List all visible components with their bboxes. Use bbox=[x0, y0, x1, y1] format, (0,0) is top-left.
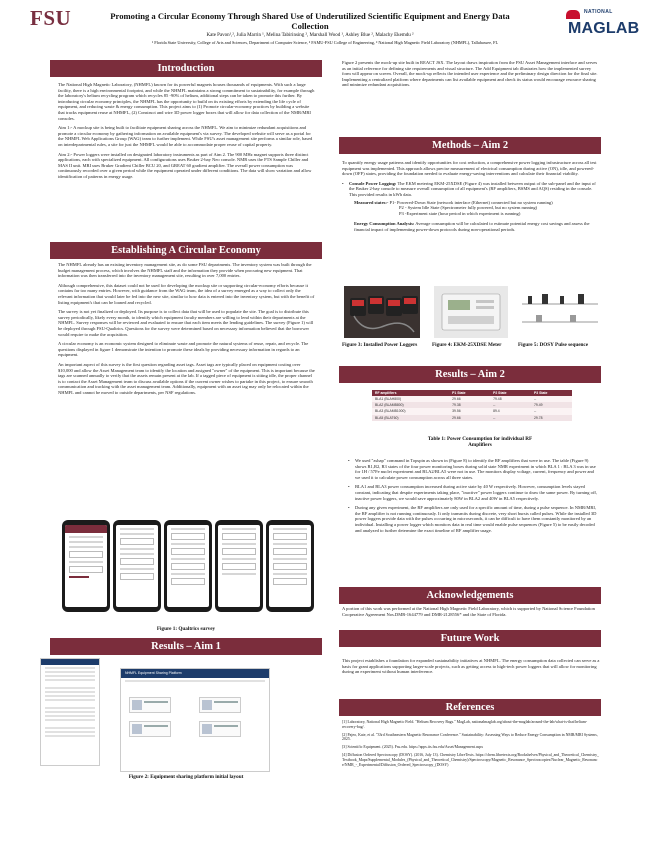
reference-item: [2] Pajeo, Kate, et al. "33rd Southeastern Magnetic Resonance Conference." Sustainability: Assessing Ways to Reduce Energy Consumption in NMR/MRI Systems, 2025. bbox=[342, 732, 598, 742]
figure-2-caption: Figure 2: Equipment sharing platform initial layout bbox=[128, 774, 244, 780]
table-1-caption: Table 1: Power Consumption for individual RF Amplifiers bbox=[427, 436, 533, 448]
measured-states: Measured states:- P1- Powered-Down State (network interface (Ethernet) connected but no system running) P2 - System Idle State (Spectrometer fully powered, but no system running) P3 -Experiment state (hour period in which experiment is running) bbox=[354, 199, 553, 216]
acknowledgements-heading: Acknowledgements bbox=[339, 587, 601, 604]
references-heading: References bbox=[339, 699, 601, 716]
list-item: • Console Power Logging: The EKM metering EKM-25XDSE (Figure 4) was installed between output of the sub-panel and the input of the Bruker 2-bay console to measure overall consumption of all equipment's (RF amplifiers, BSMS and AQS) residing in the console. This provided results in kWh data. bbox=[342, 181, 600, 198]
list-item: • We used "zshap" command in Topspin as shown in (Figure 8) to identify the RF amplifiers that were in use. The table (Figure 9) shows R1,R2, R3 states of the four power monitoring boxes during solid state NMR experiment in which BLA 1 : BLA 3 was in use for 1H / 57Fe nuclei experiment and BLA2/BLA5 were not in use. The monitors display voltage, current, frequency and power and we used it to calculate power consumption across all three states. bbox=[348, 458, 600, 480]
results-aim2-heading: Results – Aim 2 bbox=[339, 366, 601, 383]
figure-2-description: Figure 2 presents the mock-up site built in REACT JSX. The layout draws inspiration from the FSU Asset Management interface and serves as an initial reference for defining site requirements and visual structure. The Add Equipment tab illustrates how the implemented survey form will appear on screen. Overall, the mock-up reflects the intended user experience and the preliminary design direction for the final site. Implementing a centralized platform where departments can list available equipment and check its status would encourage resource sharing and minimize redundant acquisitions. bbox=[342, 60, 598, 88]
figure-4-photo bbox=[434, 286, 508, 338]
maglab-logo: NATIONAL MAGLAB bbox=[568, 9, 640, 37]
phone-mockup bbox=[215, 520, 263, 612]
energy-analysis: Energy Consumption Analysis: Average consumption will be calculated to estimate potential energy cost savings and assess the financial impact of implementing power-down protocols during non-operational periods. bbox=[354, 221, 590, 232]
list-item: • During any given experiment, the RF amplifiers are only used for a specific amount of time, during a pulse sequence. In NMR/MRI, the RF amplifier is not running continuously. It only transmits during discrete, very short bursts called pulses. While the installed 3D power loggers provide data with the pulses occurring in microseconds, it can be difficult to have them constantly monitored by an individual. Installing a power logger which monitors data in real time would enable pulse sequences (Figure 5) to be easily decoded and analyzed to further determine the exact timeline of RF amplifier usage. bbox=[348, 505, 600, 533]
power-logger-icon bbox=[344, 286, 420, 338]
figure-1-survey bbox=[62, 520, 312, 620]
figure-5-caption: Figure 5: DOSY Pulse sequence bbox=[518, 342, 589, 348]
affiliations: ¹ Florida State University, College of Arts and Sciences, Department of Computer Science, ² FAMU-FSU College of Engineering, ³ National High Magnetic Field Laboratory (NHMFL), Tallahassee, FL bbox=[151, 40, 499, 45]
reference-item: [1] Laboratory, National High Magnetic Field. "Helium Recovery Bags." MagLab, nationalmaglab.org/about-the-maglab/around-the-lab/what-is-that/helium-recovery-bag/. bbox=[342, 720, 588, 729]
phone-mockup bbox=[266, 520, 314, 612]
results-aim1-heading: Results – Aim 1 bbox=[50, 638, 322, 655]
table-row: BLA3 (BLAMB1000) 39.56 89.4 -- bbox=[372, 408, 572, 414]
power-consumption-table: RF amplifiers P1 State P2 State P3 State BLA1 (BLAH800) 29.66 79.48 -- BLA2 (BLAMB800) 79.38 -- 79.49 BLA3 (BLAMB1000) 39.56 89.4 -- BLA5 (BLAT60) 29.66 -- 29.78 bbox=[372, 390, 572, 421]
phone-mockup bbox=[164, 520, 212, 612]
figure-2-sidebar-mock bbox=[40, 658, 100, 766]
introduction-heading: Introduction bbox=[50, 60, 322, 77]
reference-item: [4] Diffusion Ordered Spectroscopy (DOSY). (2016, July 13). Chemistry LibreTexts. https://chem.libretexts.org/Bookshelves/Physical_and_Theoretical_Chemistry_Textbook_Maps/Supplemental_Modules_(Physical_and_Theoretical_Chemistry)/Spectroscopy/Magnetic_Resonance_Spectroscopies/Nuclear_Magnetic_Resonance/NMR_-_Experimental/Diffusion_Ordered_Spectroscopy_(DOSY) bbox=[342, 752, 599, 767]
figure-3-photo bbox=[344, 286, 420, 338]
figure-1-caption: Figure 1: Qualtrics survey bbox=[156, 626, 216, 632]
acknowledgements-text: A portion of this work was performed at the National High Magnetic Field Laboratory, which is supported by National Science Foundation Cooperative Agreement Nos.DMR-1644779 and DMR-2128556* and the State of Florida. bbox=[342, 606, 595, 617]
future-work-heading: Future Work bbox=[339, 630, 601, 647]
figure-3-caption: Figure 3: Installed Power Loggers bbox=[342, 342, 418, 348]
introduction-text: The National High Magnetic Laboratory, (NHMFL) known for its powerful magnets houses thousands of equipments. With such a large facility, there is a high environmental footprint, and while the NHMFL maintains a strong commitment to sustainability, for example through the laboratory's helium recycling program which recycles 85 -90% of helium, additional steps can be taken to promote this further. By introducing circular economy principles, the NHMFL has the opportunity to build on its existing efforts by extending the life cycle of equipment, and reducing waste & energy consumption. This project aims to (1) Promote circular-economy practices by building a website that tracks equipment reuse at NHMFL, (2) Construct and wire 3D power logger boxes that will allow for data collection of the NMR/MRI consoles. Aim 1:- A mockup site is being built to facilitate equipment sharing across the NHMFL. We aim to minimize redundant acquisitions and promote a circular economy by gathering information on available equipment's via survey. The developed website will serve as a portal for the NHMFL Web Applications Group (WAG) team to further implement. While FSU's asset management site performs a similar role, based on interdepartmental rules, a site for just the NHMFL would be able to accommodate proper reuse of capital property. Aim 2:- Power loggers were installed on designated laboratory instruments as part of Aim 2. The 900 MHz magnet supports three distinct applications, each with specialized equipment. All configurations uses Bruker 2-bay Neo console. NMR uses the FTS Sample Chiller and MAS II unit. MRI uses Bruker Gradient Chiller BCU 20, and GREAT 60 gradient amplifier. The overall power consumption was continuously recorded over a given period while the equipment operated under different conditions. The data will show variation and allow identification of patterns in energy usage. bbox=[58, 82, 315, 179]
authors: Kate Pavon¹,², Julia Marrin ¹, Melina Tabirinsing ², Marshall Wood ¹, Ashley Blue ², Malachy Ekemdu ² bbox=[206, 33, 414, 38]
results-aim2-text bbox=[348, 458, 600, 537]
table-row: BLA5 (BLAT60) 29.66 -- 29.78 bbox=[372, 415, 572, 421]
table-row: BLA1 (BLAH800) 29.66 79.48 -- bbox=[372, 396, 572, 402]
pulse-sequence-diagram bbox=[520, 288, 600, 336]
ekm-meter-icon bbox=[434, 286, 508, 338]
table-row: BLA2 (BLAMB800) 79.38 -- 79.49 bbox=[372, 402, 572, 408]
methods-aim2-text: To quantify energy usage patterns and identify opportunities for cost reduction, a comprehensive power logging infrastructure across all test equipment was implemented. This approach allows precise measurement of electrical consumption during active (ON), idle, and powered-down (OFF) states, providing the foundation needed to evaluate energy-saving interventions and calculate their financial viability. • Console Power Logging: The EKM metering EKM-25XDSE (Figure 4) was installed between output of the sub-panel and the input of the Bruker 2-bay console to measure overall consumption of all equipment's (RF amplifiers, BSMS and AQS) residing in the console. This provided results in kWh data. Measured states:- P1- Powered-Down State (network interface (Ethernet) connected but no system running) P2 - System Idle State (Spectrometer fully powered, but no system running) P3 -Experiment state (hour period in which experiment is running) Energy Consumption Analysis: Average consumption will be calculated to estimate potential energy cost savings and assess the financial impact of implementing power-down protocols during non-operational periods. bbox=[342, 160, 600, 233]
phone-mockup bbox=[62, 520, 110, 612]
poster-title: Promoting a Circular Economy Through Shared Use of Underutilized Scientific Equipment and Energy Data Collection bbox=[110, 11, 510, 31]
list-item: • BLA1 and BLA3 power consumption increased during active state by 40 W respectively. However, consumption levels stayed constant, indicating that despite experiments taking place, "inactive" power loggers continue to draw the same power. By turning off, inactive power loggers, we would save approximately 80W in BLA2 and 40W in BLA5 respectively. bbox=[348, 484, 600, 501]
fsu-logo: FSU bbox=[30, 6, 72, 30]
figure-2-platform-mock: NHMFL Equipment Sharing Platform bbox=[120, 668, 270, 772]
establishing-heading: Establishing A Circular Economy bbox=[50, 242, 322, 259]
establishing-text: The NHMFL already has an existing inventory management site, as do some FSU departments. The inventory system was built through the budget management process, which involves the NHMFL staff and the information they provide when procuring new equipment. That information was then transferred into the inventory management site, resulting in over 7,000 entries. Although comprehensive, this dataset could not be used for developing the mockup site or supporting circular-economy efforts because it contains far too many entries. However, with guidance from the WAG team, the idea of a survey emerged as a way to collect only the relevant information that would later be fed into the new site, similar to how data is entered into the inventory system, but with the benefit of listing equipment's that can be loaned and recycled. The survey is not yet finalized or deployed. Its purpose is to collect data that will be used to populate the site. The goal is to distribute this survey periodically, likely every month, to identify which equipment faculty members are willing to lend within their departments at the NHMFL. Survey responses will be reviewed and evaluated to ensure that each item meets the lending guidelines. The survey (Figure 1) will be deployed through FSU-Qualtrics. Questions for the survey were determined based on necessary information believed that the borrower would require to make the acquisition. A circular economy is an economic system designed to eliminate waste and promote the natural systems of reuse, repair, and recycle. The questions displayed in figure 1 demonstrate the intention to promote these ideals by providing necessary information in regards to an equipment. An important aspect of this survey is the first question regarding asset tags. Asset tags are typically placed on equipment costing over $10,000 and allow the Asset Management team to identify the location and assigned "owner" of the equipment. This is important because the tags are scanned annually to verify that the assets remain present at the lab. If a tagged piece of equipment is sitting idle, the proper channel is to contact the Asset Management team to discuss available options if the current owner wishes to partake in this project, to ensure smooth communication and tracking with the asset management team. Additionally, equipment with an asset tag may only be relocated within the NHMFL and cannot be moved to outside departments, per NSF regulations. bbox=[58, 262, 315, 395]
figure-5-pulse-sequence bbox=[520, 288, 600, 336]
figure-4-caption: Figure 4: EKM-25XDSE Meter bbox=[432, 342, 502, 348]
methods-aim2-heading: Methods – Aim 2 bbox=[339, 137, 601, 154]
maglab-mark-icon bbox=[566, 10, 580, 19]
phone-mockup bbox=[113, 520, 161, 612]
references-list bbox=[342, 720, 600, 770]
reference-item: [3] Scientific Equipment. (2025). Fsu.edu. https://apps.its.fsu.edu/Asset/Management.aspx bbox=[342, 745, 484, 750]
future-work-text: This project establishes a foundation for expanded sustainability initiatives at NHMFL. The energy consumption data collected can serve as a basis for grant applications supporting larger-scale projects, such as getting access to high-tech power loggers that will allow for monitoring during an experiment without human interference. bbox=[342, 658, 600, 675]
poster-header bbox=[0, 0, 649, 52]
